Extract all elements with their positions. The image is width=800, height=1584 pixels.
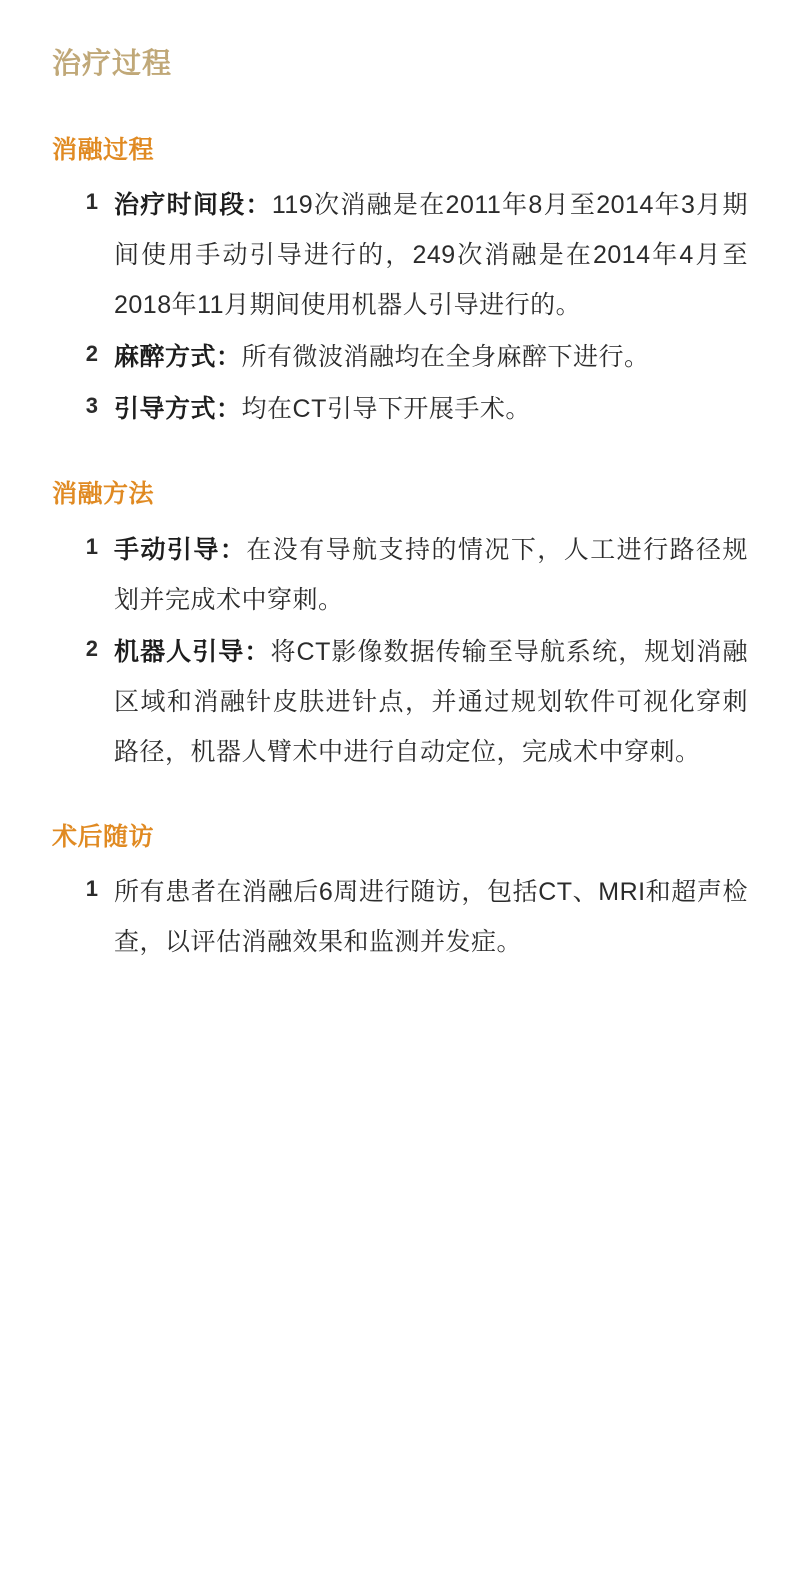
ordered-list [52,525,748,777]
list-item-number: 3 [85,393,98,419]
list-item-lead: 手动引导： [114,535,247,564]
list-item [52,180,748,330]
list-item-lead: 机器人引导： [114,637,271,666]
list-item-number: 1 [85,876,98,902]
list-item-body [114,332,748,382]
list-item-text: 均在CT引导下开展手术。 [241,395,531,424]
ordered-list [52,180,748,434]
list-item-number: 2 [85,341,98,367]
list-item-lead: 麻醉方式： [114,343,242,372]
section-postoperative-followup [52,821,748,968]
list-item-text: 将CT影像数据传输至导航系统，规划消融区域和消融针皮肤进针点，并通过规划软件可视化穿刺路径，机器人臂术中进行自动定位，完成术中穿刺。 [114,637,748,766]
list-item-body [114,867,748,967]
list-item [52,867,748,967]
section-heading: 术后随访 [52,822,155,851]
list-item-text: 所有微波消融均在全身麻醉下进行。 [241,343,650,372]
list-item-text: 在没有导航支持的情况下，人工进行路径规划并完成术中穿刺。 [114,535,748,614]
list-item-number: 1 [85,533,98,559]
section-ablation-process [52,134,748,435]
list-item-body [114,525,748,625]
ordered-list [52,867,748,967]
list-item-lead: 引导方式： [114,395,242,424]
list-item-text: 119次消融是在2011年8月至2014年3月期间使用手动引导进行的，249次消融是在2014年4月至2018年11月期间使用机器人引导进行的。 [114,191,748,320]
section-ablation-method [52,478,748,777]
list-item-body [114,180,748,330]
list-item [52,384,748,434]
list-item-number: 2 [85,635,98,661]
list-item [52,627,748,777]
page-title: 治疗过程 [52,48,173,80]
list-item-text: 所有患者在消融后6周进行随访，包括CT、MRI和超声检查，以评估消融效果和监测并发症。 [114,878,748,957]
list-item-body [114,384,748,434]
list-item-lead: 治疗时间段： [114,191,272,220]
list-item-body [114,627,748,777]
list-item [52,525,748,625]
section-heading: 消融方法 [52,480,155,509]
list-item-number: 1 [85,189,98,215]
section-heading: 消融过程 [52,135,155,164]
list-item [52,332,748,382]
